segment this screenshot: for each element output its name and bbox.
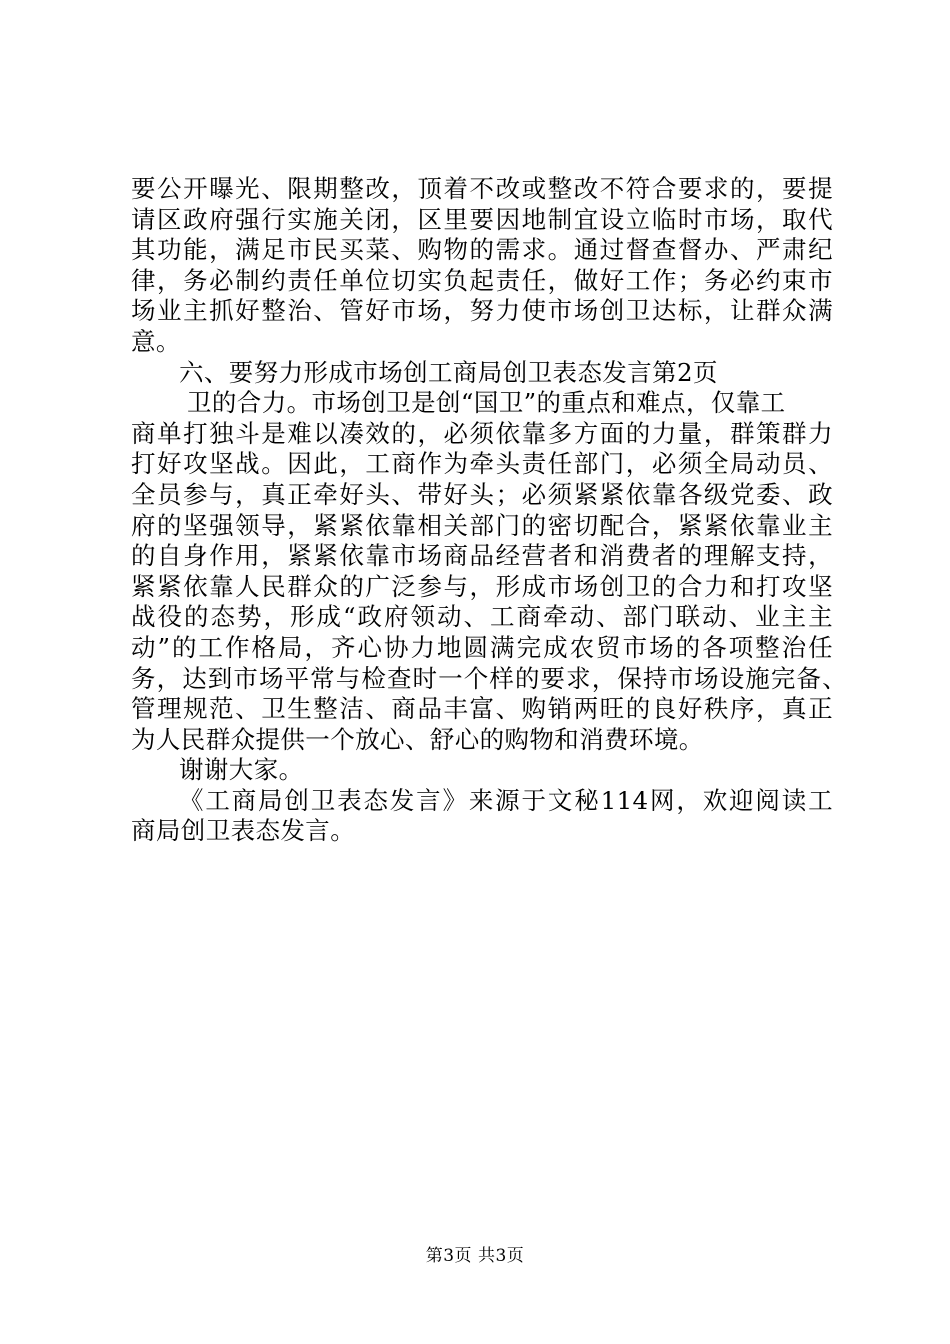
section-heading: 六、要努力形成市场创工商局创卫表态发言第2页 xyxy=(179,357,718,387)
text-line: 紧紧依靠人民群众的广泛参与，形成市场创卫的合力和打攻坚 xyxy=(131,571,833,601)
text-line: 战役的态势，形成“政府领动、工商牵动、部门联动、业主主 xyxy=(131,602,833,632)
source-note: 商局创卫表态发言。 xyxy=(131,816,356,846)
text-line: 管理规范、卫生整洁、商品丰富、购销两旺的良好秩序，真正 xyxy=(131,694,833,724)
text-line: 为人民群众提供一个放心、舒心的购物和消费环境。 xyxy=(131,724,704,754)
text-line: 动”的工作格局，齐心协力地圆满完成农贸市场的各项整治任 xyxy=(131,632,833,662)
text-line: 意。 xyxy=(131,326,181,356)
closing-line: 谢谢大家。 xyxy=(179,755,304,785)
text-line: 的自身作用，紧紧依靠市场商品经营者和消费者的理解支持， xyxy=(131,541,833,571)
text-line: 打好攻坚战。因此，工商作为牵头责任部门，必须全局动员、 xyxy=(131,449,833,479)
text-line: 律，务必制约责任单位切实负起责任，做好工作；务必约束市 xyxy=(131,265,833,295)
text-line: 府的坚强领导，紧紧依靠相关部门的密切配合，紧紧依靠业主 xyxy=(131,510,833,540)
source-note: 《工商局创卫表态发言》来源于文秘114网，欢迎阅读工 xyxy=(179,785,833,815)
text-line: 商单打独斗是难以凑效的，必须依靠多方面的力量，群策群力 xyxy=(131,418,833,448)
text-line: 请区政府强行实施关闭，区里要因地制宜设立临时市场，取代 xyxy=(131,204,833,234)
text-line: 要公开曝光、限期整改，顶着不改或整改不符合要求的，要提 xyxy=(131,174,833,203)
text-line: 务，达到市场平常与检查时一个样的要求，保持市场设施完备、 xyxy=(131,663,847,693)
text-line: 场业主抓好整治、管好市场，努力使市场创卫达标，让群众满 xyxy=(131,296,833,326)
text-line: 卫的合力。市场创卫是创“国卫”的重点和难点，仅靠工 xyxy=(187,388,786,418)
document-body xyxy=(131,174,851,847)
page-number-footer: 第3页 共3页 xyxy=(425,1246,525,1266)
text-line: 其功能，满足市民买菜、购物的需求。通过督查督办、严肃纪 xyxy=(131,235,833,265)
text-line: 全员参与，真正牵好头、带好头；必须紧紧依靠各级党委、政 xyxy=(131,479,833,509)
